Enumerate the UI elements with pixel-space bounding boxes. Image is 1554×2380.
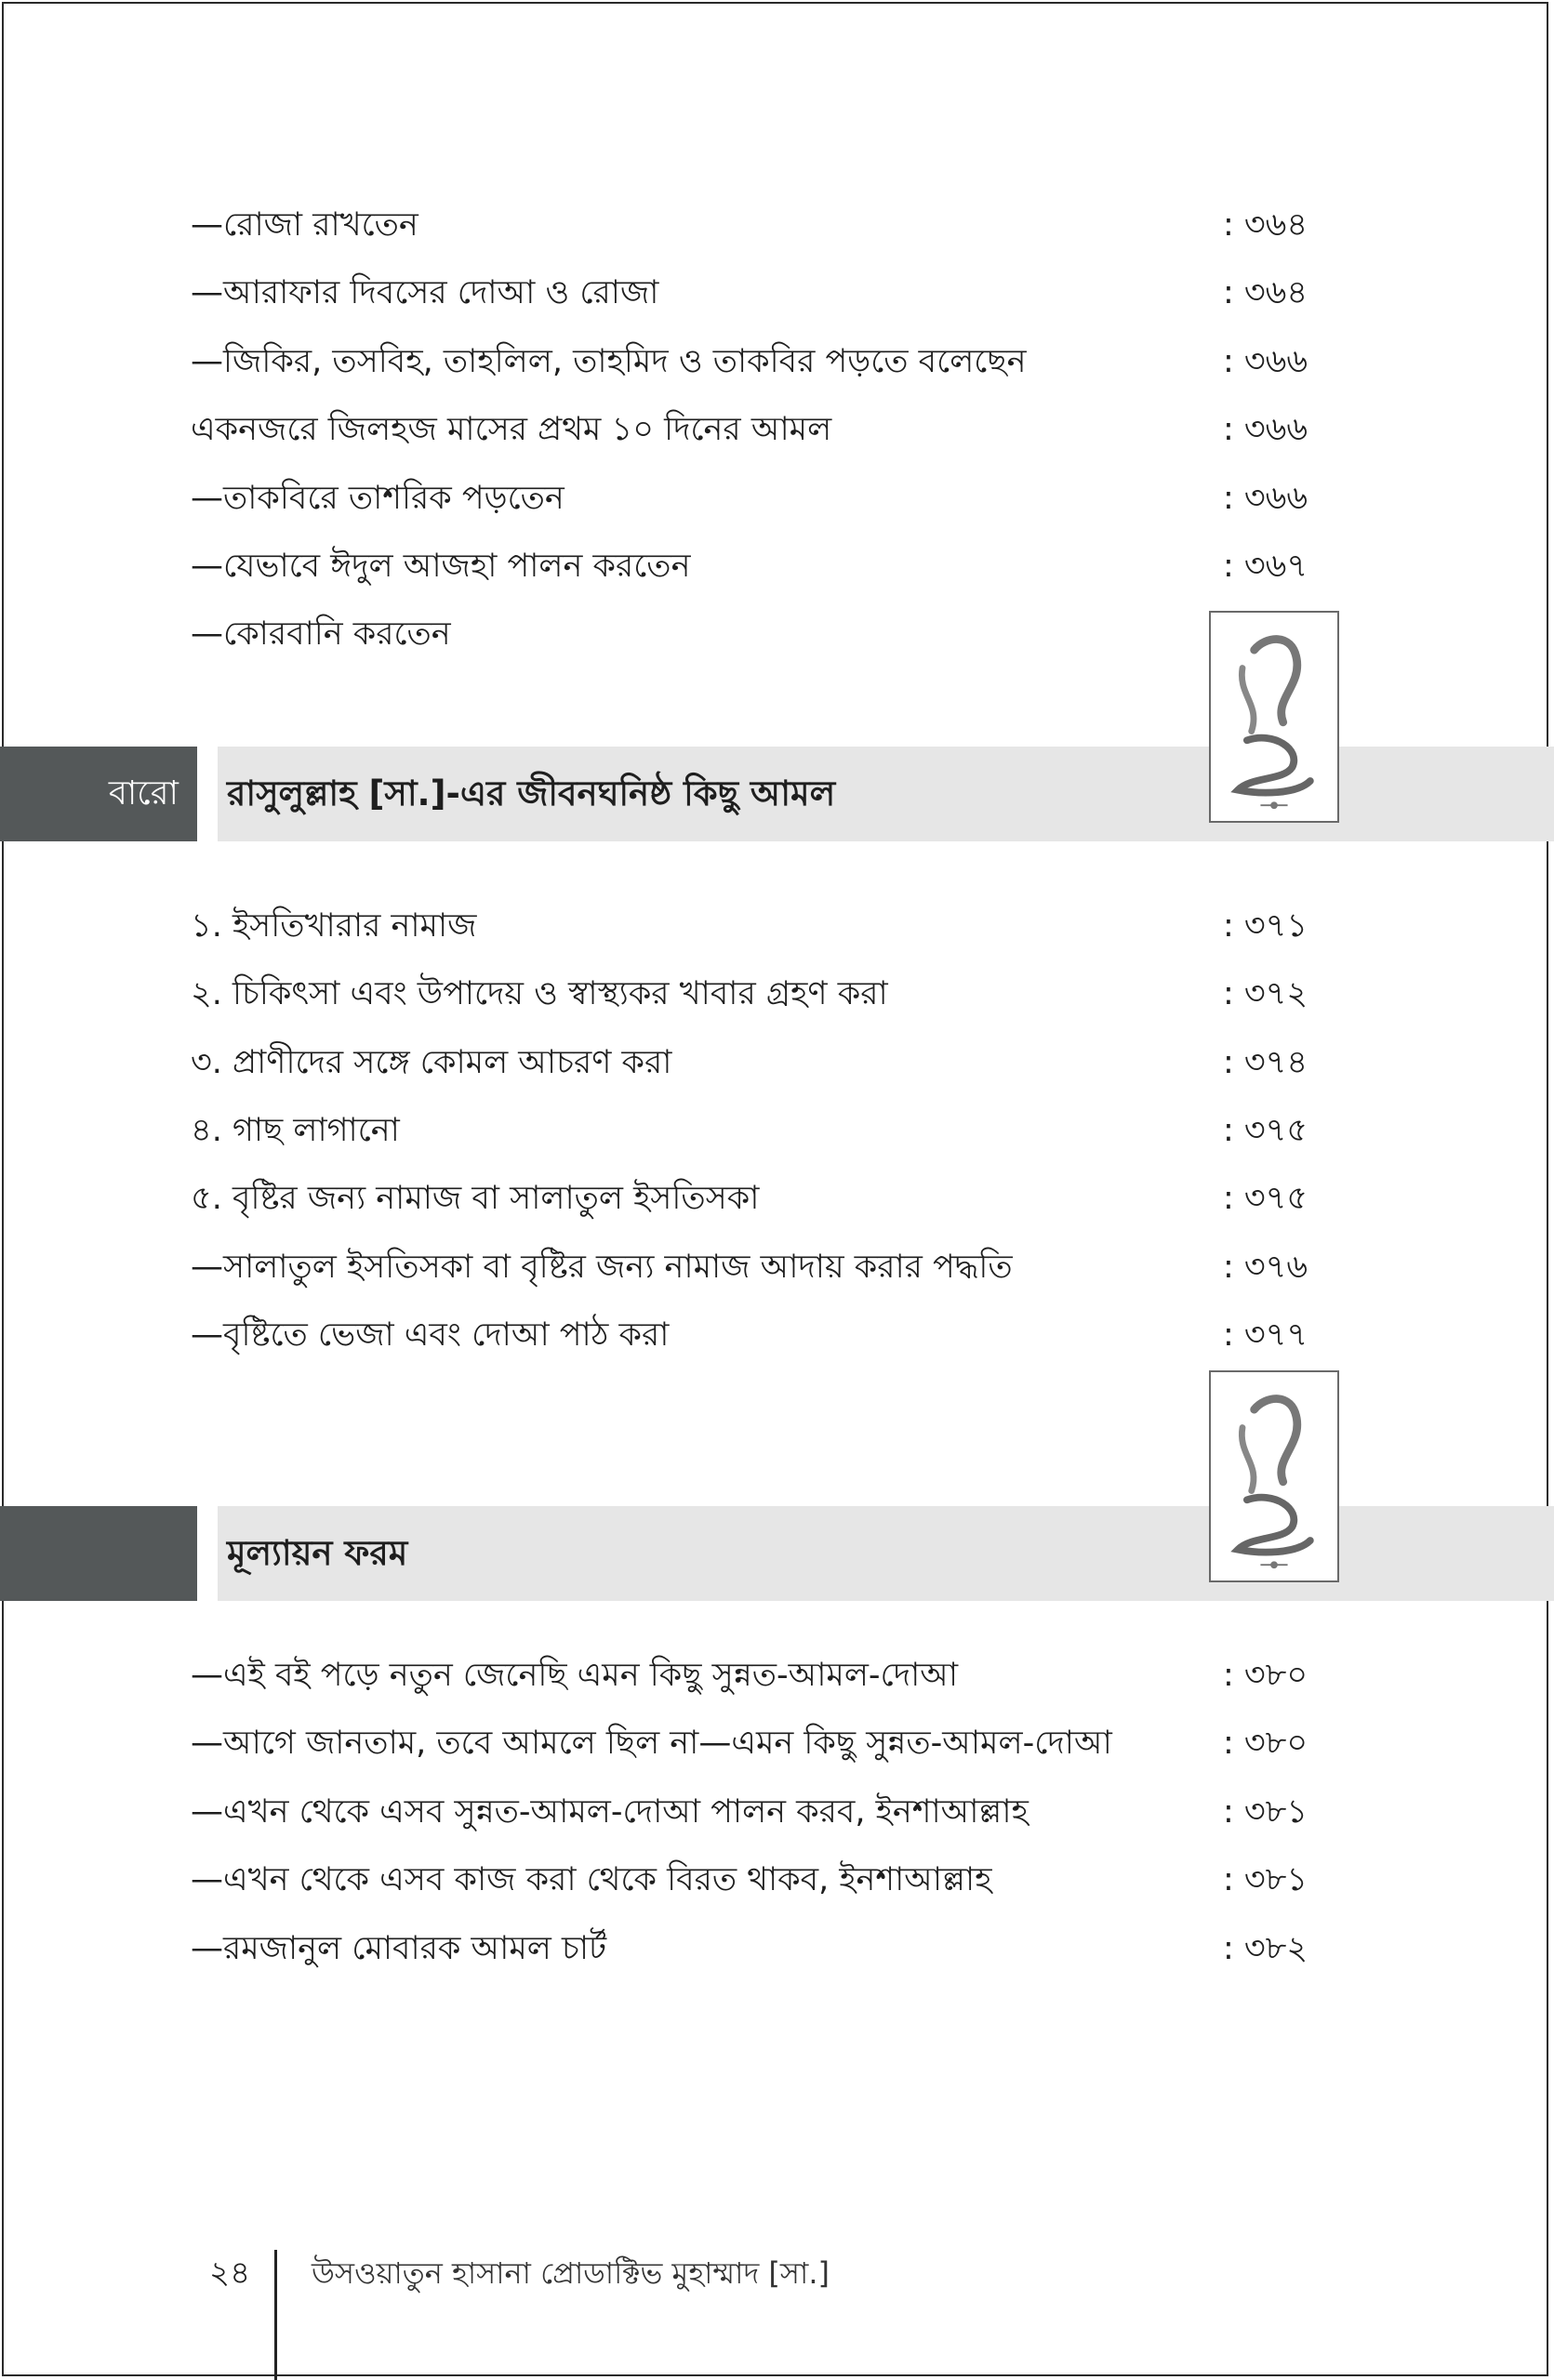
toc-entry[interactable] <box>191 1172 1322 1224</box>
toc-entry-label: —এখন থেকে এসব কাজ করা থেকে বিরত থাকব, ইনশাআল্লাহ <box>191 1861 992 1898</box>
toc-entry[interactable] <box>191 1786 1322 1838</box>
toc-entry[interactable] <box>191 1037 1322 1089</box>
footer-divider <box>274 2250 277 2380</box>
toc-entry-label: ৩. প্রাণীদের সঙ্গে কোমল আচরণ করা <box>191 1044 672 1081</box>
running-title: উসওয়াতুন হাসানা প্রোডাক্টিভ মুহাম্মাদ [সা.] <box>312 2255 830 2291</box>
toc-entry[interactable] <box>191 403 1322 456</box>
toc-entry-page: : ৩৮০ <box>1223 1725 1308 1762</box>
toc-entry-label: —বৃষ্টিতে ভেজা এবং দোআ পাঠ করা <box>191 1316 670 1354</box>
toc-entry-page: : ৩৭৬ <box>1223 1249 1308 1286</box>
calligraphy-emblem-icon <box>1209 611 1339 823</box>
toc-entry[interactable] <box>191 608 1322 660</box>
toc-entry[interactable] <box>191 472 1322 524</box>
toc-entry-label: —তাকবিরে তাশরিক পড়তেন <box>191 480 564 517</box>
toc-entry-label: —যেভাবে ঈদুল আজহা পালন করতেন <box>191 548 691 585</box>
toc-entry-page: : ৩৮১ <box>1223 1861 1308 1898</box>
toc-entry-label: একনজরে জিলহজ মাসের প্রথম ১০ দিনের আমল <box>191 411 832 448</box>
toc-entry[interactable] <box>191 540 1322 592</box>
calligraphy-emblem-icon <box>1209 1370 1339 1582</box>
toc-entry-label: ১. ইসতিখারার নামাজ <box>191 907 477 945</box>
toc-entry[interactable] <box>191 1241 1322 1293</box>
toc-entry-page: : ৩৬৪ <box>1223 206 1308 244</box>
toc-entry-label: —এখন থেকে এসব সুন্নত-আমল-দোআ পালন করব, ইনশাআল্লাহ <box>191 1793 1029 1831</box>
chapter-number: বারো <box>0 747 197 841</box>
toc-entry[interactable] <box>191 968 1322 1020</box>
toc-entry-label: ৪. গাছ লাগানো <box>191 1112 400 1149</box>
toc-entry[interactable] <box>191 1649 1322 1701</box>
toc-entry[interactable] <box>191 1854 1322 1906</box>
toc-entry-page: : ৩৮২ <box>1223 1930 1308 1967</box>
toc-entry[interactable] <box>191 1923 1322 1975</box>
toc-entry-page: : ৩৭৫ <box>1223 1112 1308 1149</box>
chapter-title[interactable]: রাসুলুল্লাহ [সা.]-এর জীবনঘনিষ্ঠ কিছু আমল <box>218 747 1554 841</box>
toc-entry-page: : ৩৭১ <box>1223 907 1308 945</box>
toc-entry-label: —রমজানুল মোবারক আমল চার্ট <box>191 1930 607 1967</box>
toc-entry[interactable] <box>191 1309 1322 1361</box>
calligraphy-emblem-svg <box>1211 613 1337 821</box>
toc-entry-label: —আগে জানতাম, তবে আমলে ছিল না—এমন কিছু সুন্নত-আমল-দোআ <box>191 1725 1112 1762</box>
toc-entry-page: : ৩৬৬ <box>1223 411 1308 448</box>
toc-entry-page: : ৩৭২ <box>1223 975 1308 1012</box>
toc-entry[interactable] <box>191 336 1322 388</box>
toc-entry-page: : ৩৭৪ <box>1223 1044 1308 1081</box>
toc-entry[interactable] <box>191 900 1322 952</box>
toc-entry[interactable] <box>191 1104 1322 1157</box>
toc-entry-label: —সালাতুল ইসতিসকা বা বৃষ্টির জন্য নামাজ আদায় করার পদ্ধতি <box>191 1249 1013 1286</box>
toc-entry[interactable] <box>191 1717 1322 1769</box>
toc-entry-label: —কোরবানি করতেন <box>191 615 451 653</box>
toc-entry-page: : ৩৬৬ <box>1223 480 1308 517</box>
toc-entry-label: ৫. বৃষ্টির জন্য নামাজ বা সালাতুল ইসতিসকা <box>191 1180 760 1217</box>
toc-entry-label: —রোজা রাখতেন <box>191 206 418 244</box>
toc-entry-label: ২. চিকিৎসা এবং উপাদেয় ও স্বাস্থ্যকর খাবার গ্রহণ করা <box>191 975 888 1012</box>
toc-entry-label: —জিকির, তসবিহ, তাহলিল, তাহমিদ ও তাকবির পড়তে বলেছেন <box>191 343 1027 380</box>
toc-entry-page: : ৩৬৭ <box>1223 548 1308 585</box>
toc-entry-page: : ৩৭৭ <box>1223 1316 1308 1354</box>
toc-entry[interactable] <box>191 267 1322 319</box>
toc-entry-page: : ৩৮১ <box>1223 1793 1308 1831</box>
section-title[interactable]: মূল্যায়ন ফরম <box>218 1506 1554 1601</box>
toc-entry-page: : ৩৬৪ <box>1223 274 1308 311</box>
page-number: ২৪ <box>209 2254 251 2292</box>
toc-entry-page: : ৩৬৬ <box>1223 343 1308 380</box>
toc-entry-page: : ৩৮০ <box>1223 1657 1308 1694</box>
toc-entry[interactable] <box>191 199 1322 251</box>
section-number <box>0 1506 197 1601</box>
toc-entry-label: —এই বই পড়ে নতুন জেনেছি এমন কিছু সুন্নত-আমল-দোআ <box>191 1657 959 1694</box>
toc-entry-page: : ৩৭৫ <box>1223 1180 1308 1217</box>
toc-entry-label: —আরাফার দিবসের দোআ ও রোজা <box>191 274 659 311</box>
calligraphy-emblem-svg <box>1211 1372 1337 1580</box>
